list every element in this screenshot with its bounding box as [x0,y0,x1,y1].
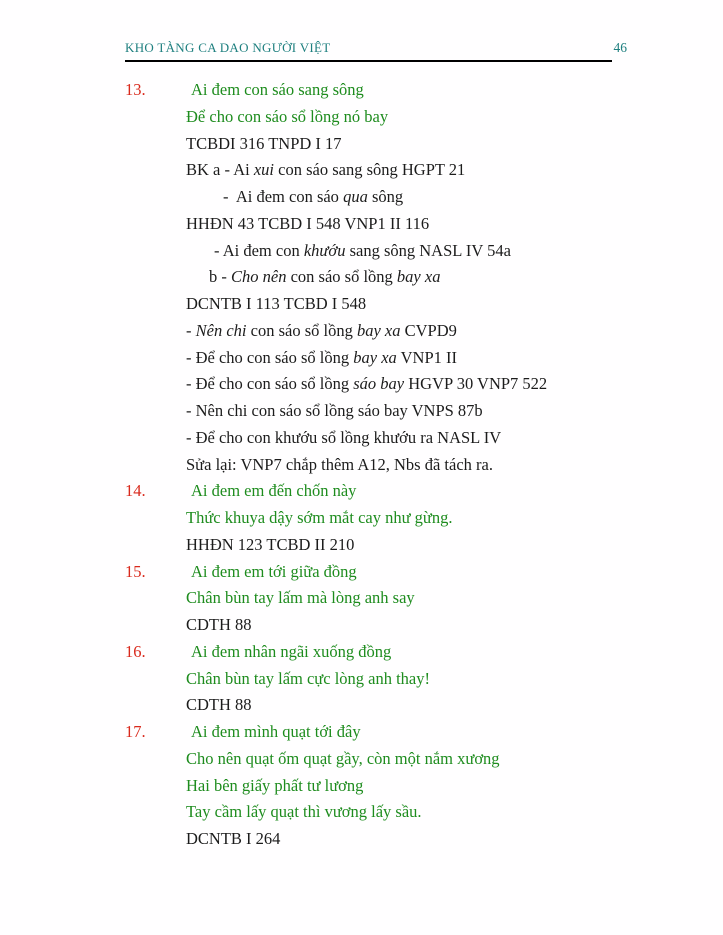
reference-line [186,184,665,211]
verse-line [186,77,665,104]
reference-line [186,131,665,158]
entry-number: 17. [125,722,146,741]
entry-13 [125,77,665,478]
text-segment: Cho nên quạt ốm quạt gầy, còn một nắm xương [186,748,500,768]
reference-line [186,345,665,372]
text-segment: Ai đem mình quạt tới đây [191,722,361,741]
book-title: KHO TÀNG CA DAO NGƯỜI VIỆT [125,40,331,55]
text-segment: - Ai đem con [214,240,304,260]
reference-line [186,318,665,345]
text-segment: - [186,320,196,340]
text-segment: b - [209,267,231,287]
reference-line [186,264,665,291]
text-segment: VNP1 II [396,347,457,367]
variant-word: Nên chi [195,320,247,340]
text-segment: sang sông NASL IV 54a [345,240,511,260]
variant-word: khướu [303,240,346,260]
reference-line [186,612,665,639]
verse-line [186,559,665,586]
variant-word: xui [253,160,275,180]
variant-word: qua [343,187,368,206]
entry-14 [125,478,665,558]
text-segment: Thức khuya dậy sớm mắt cay như gừng. [186,508,453,527]
page-number: 46 [613,40,627,55]
reference-line [186,157,665,184]
text-segment: HGVP 30 VNP7 522 [404,374,548,394]
reference-line [186,425,665,452]
text-segment: - Nên chi con sáo sổ lồng sáo bay VNPS 87b [186,401,483,420]
text-segment: Tay cầm lấy quạt thì vương lấy sầu. [186,802,422,822]
reference-line [186,211,665,238]
entry-number: 14. [125,481,146,501]
text-segment: Chân bùn tay lấm mà lòng anh say [186,588,415,608]
verse-line [186,104,665,131]
entry-15 [125,559,665,639]
variant-word: sáo bay [353,374,405,394]
variant-word: bay xa [356,320,401,340]
text-segment: DCNTB I 264 [186,829,281,848]
verse-line [186,639,665,666]
text-segment: Hai bên giấy phất tư lương [186,775,364,795]
text-segment: CDTH 88 [186,695,252,715]
text-segment: BK a - Ai [186,160,254,180]
text-segment: - Để cho con khướu sổ lồng khướu ra NASL IV [186,427,502,447]
entry-lines [186,77,665,478]
text-segment: CVPD9 [400,320,457,340]
text-segment: DCNTB I 113 TCBD I 548 [186,294,367,313]
text-segment: Để cho con sáo sổ lồng nó bay [186,106,389,126]
text-segment: Ai đem nhân ngãi xuống đồng [191,641,392,661]
reference-line [186,398,665,425]
reference-line [186,826,665,853]
reference-line [186,291,665,318]
entry-lines [186,639,665,719]
text-segment: CDTH 88 [186,615,252,634]
text-segment: Chân bùn tay lấm cực lòng anh thay! [186,668,431,688]
entries-list [125,77,665,853]
header-rule [125,60,612,62]
verse-line [186,478,665,505]
text-segment: HHĐN 43 TCBD I 548 VNP1 II 116 [186,213,430,233]
entry-lines [186,559,665,639]
text-segment: - Để cho con sáo sổ lồng [186,347,354,367]
text-segment: Ai đem em tới giữa đồng [191,561,357,581]
reference-line [186,452,665,479]
verse-line [186,799,665,826]
verse-line [186,666,665,693]
entry-lines [186,478,665,558]
verse-line [186,719,665,746]
entry-number: 15. [125,561,146,581]
text-segment: - Ai đem con sáo [223,187,344,206]
text-segment: HHĐN 123 TCBD II 210 [186,534,355,554]
reference-line [186,532,665,559]
text-segment: con sáo sổ lồng [246,320,357,340]
text-segment: con sáo sổ lồng [286,267,397,287]
text-segment: con sáo sang sông HGPT 21 [274,160,466,180]
verse-line [186,505,665,532]
entry-number: 16. [125,641,146,661]
entry-16 [125,639,665,719]
entry-lines [186,719,665,853]
text-segment: TCBDI 316 TNPD I 17 [186,133,342,153]
variant-word: Cho nên [231,267,287,287]
verse-line [186,746,665,773]
text-segment: - Để cho con sáo sổ lồng [186,374,354,394]
text-segment: Sửa lại: VNP7 chắp thêm A12, Nbs đã tách ra. [186,454,493,474]
verse-line [186,585,665,612]
reference-line [186,692,665,719]
text-segment: Ai đem con sáo sang sông [191,80,364,99]
variant-word: bay xa [353,347,397,367]
reference-line [186,371,665,398]
reference-line [186,238,665,265]
verse-line [186,773,665,800]
entry-17 [125,719,665,853]
page-header [125,40,627,56]
variant-word: bay xa [396,267,441,287]
entry-number: 13. [125,80,146,99]
text-segment: sông [367,187,404,206]
text-segment: Ai đem em đến chốn này [191,481,357,501]
